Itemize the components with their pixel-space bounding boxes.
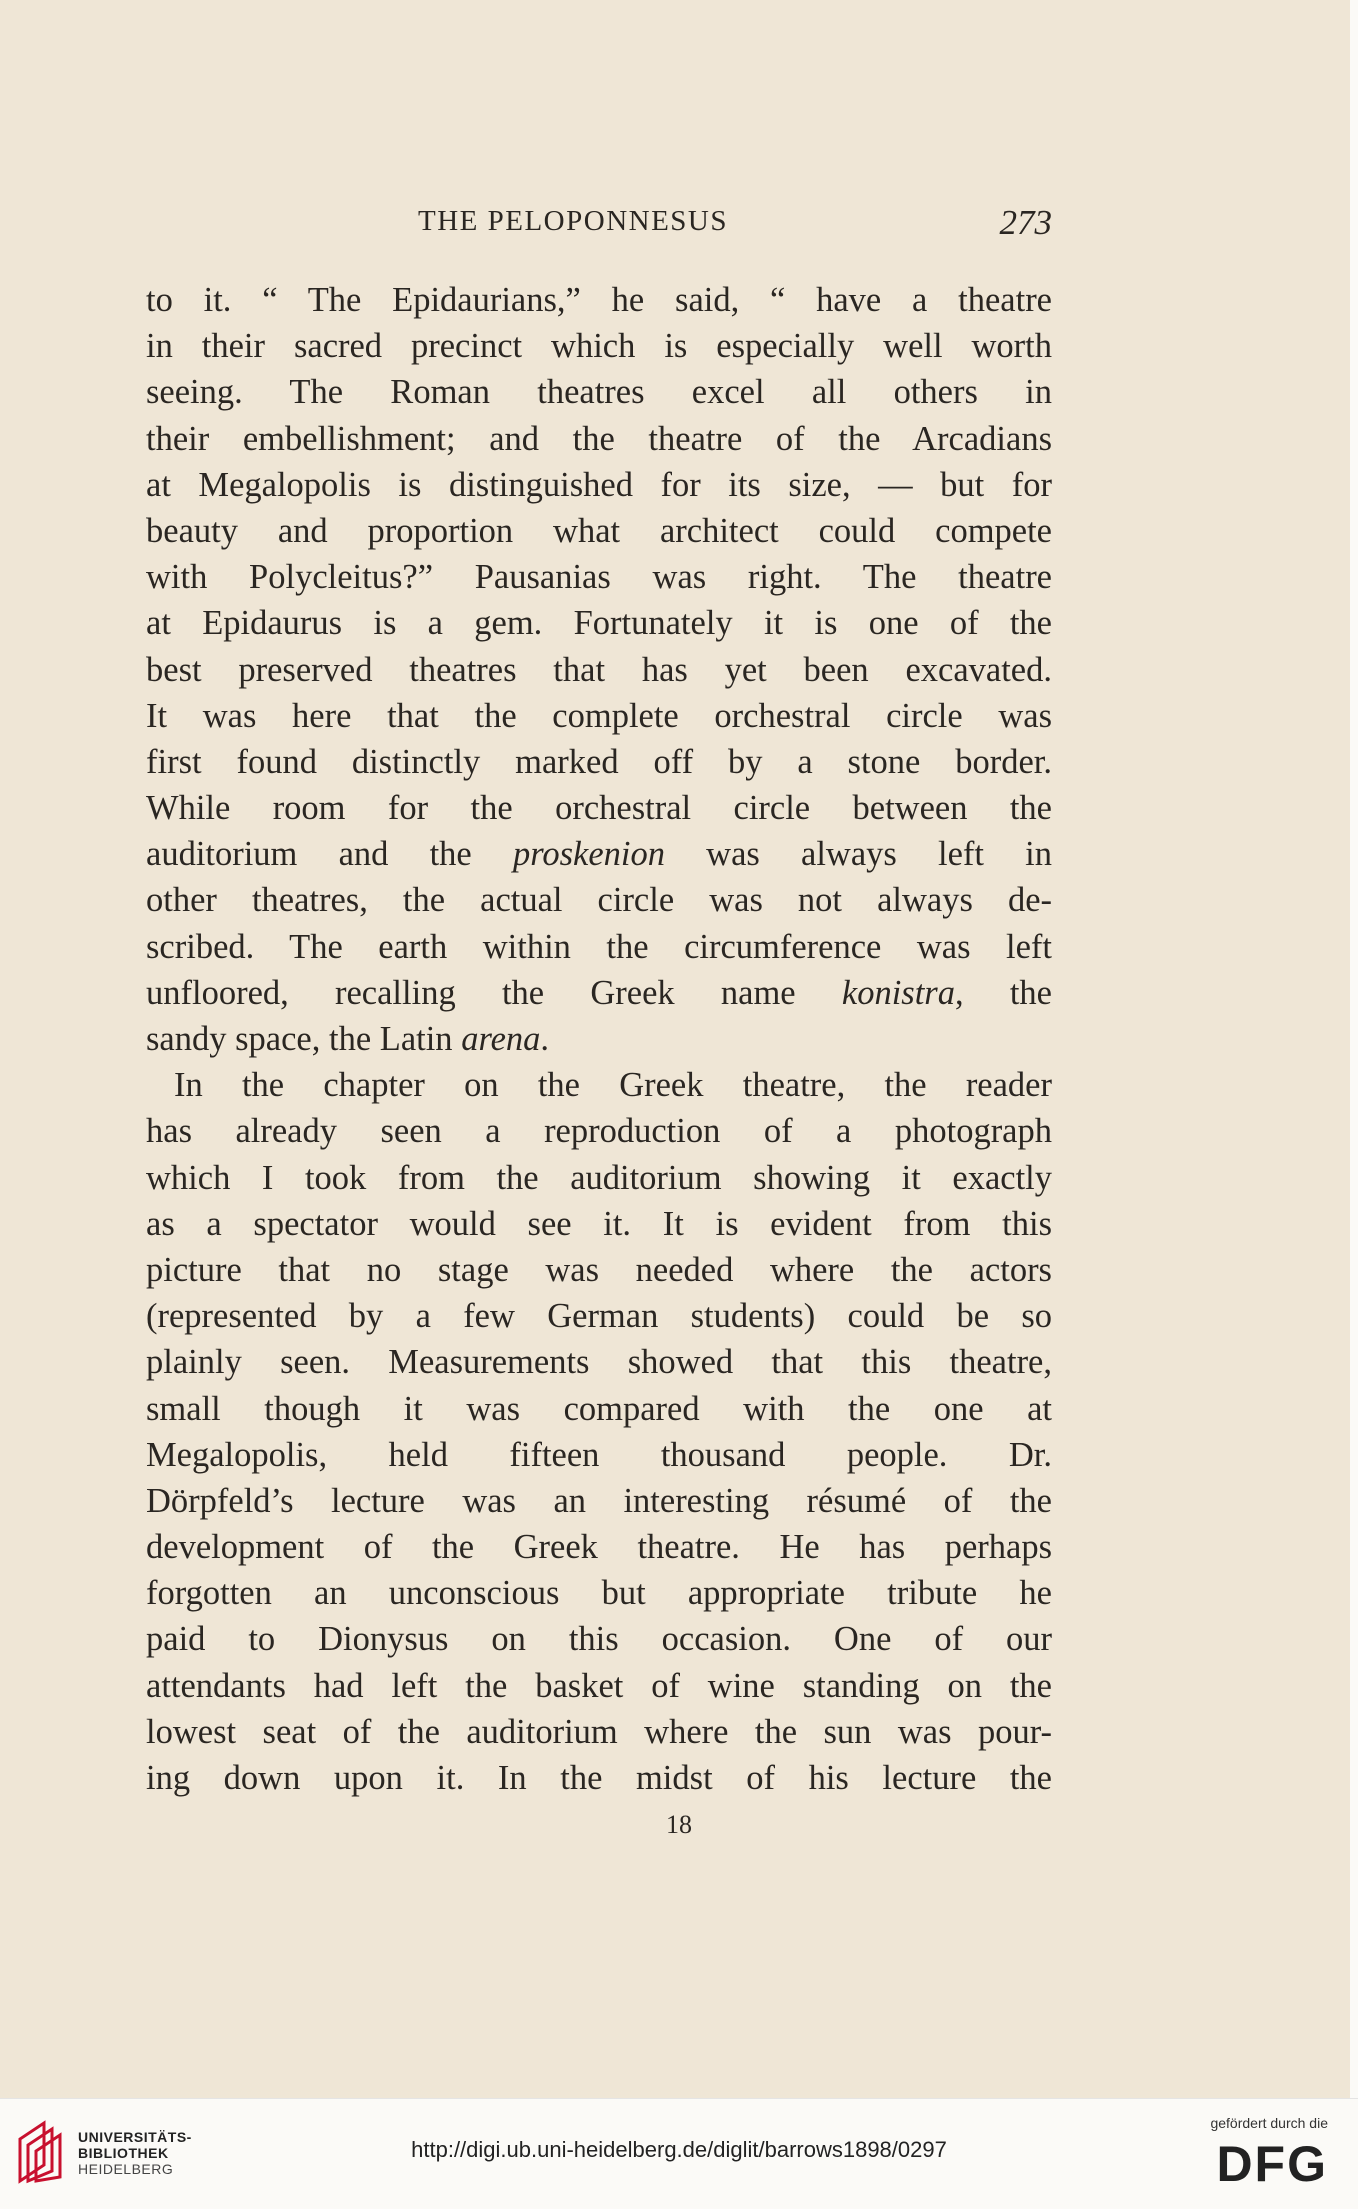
text-run: . [540,1020,550,1058]
text-line: their embellishment; and the theatre of the Arcadians [146,419,1052,458]
text-line: development of the Greek theatre. He has perhaps [146,1528,1052,1567]
library-name-line: UNIVERSITÄTS- [78,2129,192,2145]
italic-term-arena: arena [461,1020,541,1058]
text-line: best preserved theatres that has yet been excavated. [146,650,1052,689]
viewer-footer [0,2098,1358,2209]
text-line: has already seen a reproduction of a photograph [146,1112,1052,1151]
text-line: scribed. The earth within the circumference was left [146,927,1052,966]
text-line: attendants had left the basket of wine standing on the [146,1666,1052,1705]
text-line: (represented by a few German students) could be so [146,1297,1052,1336]
text-line: small though it was compared with the one at [146,1389,1052,1428]
text-line: ing down upon it. In the midst of his lecture the [146,1759,1052,1797]
text-run: unfloored, recalling the Greek name [146,973,842,1012]
text-line: to it. “ The Epidaurians,” he said, “ have a theatre [146,281,1052,319]
text-line: beauty and proportion what architect could compete [146,511,1052,550]
library-name-line: HEIDELBERG [78,2161,174,2177]
text-line: lowest seat of the auditorium where the sun was pour- [146,1712,1052,1751]
page-edge [1350,0,1358,2098]
text-line: It was here that the complete orchestral circle was [146,696,1052,735]
text-line: other theatres, the actual circle was not always de- [146,881,1052,920]
text-run: auditorium and the [146,835,513,874]
running-head: THE PELOPONNESUS [418,205,728,237]
text-run: sandy space, the Latin [146,1020,462,1058]
text-line: as a spectator would see it. It is evident from this [146,1204,1052,1243]
italic-term-proskenion: proskenion [512,835,665,874]
text-line: forgotten an unconscious but appropriate tribute he [146,1574,1052,1613]
text-line: In the chapter on the Greek theatre, the reader [174,1066,1052,1105]
text-line: Megalopolis, held fifteen thousand people. Dr. [146,1435,1052,1474]
text-run: , the [954,973,1052,1012]
page-number: 273 [999,203,1052,242]
library-name-line: BIBLIOTHEK [78,2145,169,2161]
text-line: at Epidaurus is a gem. Fortunately it is one of the [146,604,1052,643]
permalink-url[interactable]: http://digi.ub.uni-heidelberg.de/diglit/barrows1898/0297 [411,2137,947,2162]
text-line: with Polycleitus?” Pausanias was right. The theatre [146,558,1052,597]
body-text [146,277,1052,1801]
text-line: first found distinctly marked off by a stone border. [146,742,1052,781]
text-line: picture that no stage was needed where the actors [146,1250,1052,1289]
text-line [146,970,1052,1016]
text-line [146,831,1052,877]
text-line: paid to Dionysus on this occasion. One of our [146,1620,1052,1659]
signature-mark: 18 [666,1810,692,1839]
text-line: which I took from the auditorium showing it exactly [146,1158,1052,1197]
text-run: was always left in [664,835,1053,874]
text-line: Dörpfeld’s lecture was an interesting résumé of the [146,1481,1052,1520]
text-line: plainly seen. Measurements showed that this theatre, [146,1343,1052,1382]
page-header [146,205,1052,245]
dfg-logo: DFG [1216,2136,1328,2192]
text-line: While room for the orchestral circle between the [146,789,1052,828]
italic-term-konistra: konistra [841,973,955,1012]
text-line: in their sacred precinct which is especially well worth [146,327,1052,366]
text-line: at Megalopolis is distinguished for its size, — but for [146,465,1052,504]
text-line [146,1016,1052,1062]
text-line: seeing. The Roman theatres excel all others in [146,373,1052,412]
sponsor-block [1178,2115,1328,2192]
sponsor-label: gefördert durch die [1210,2115,1328,2131]
